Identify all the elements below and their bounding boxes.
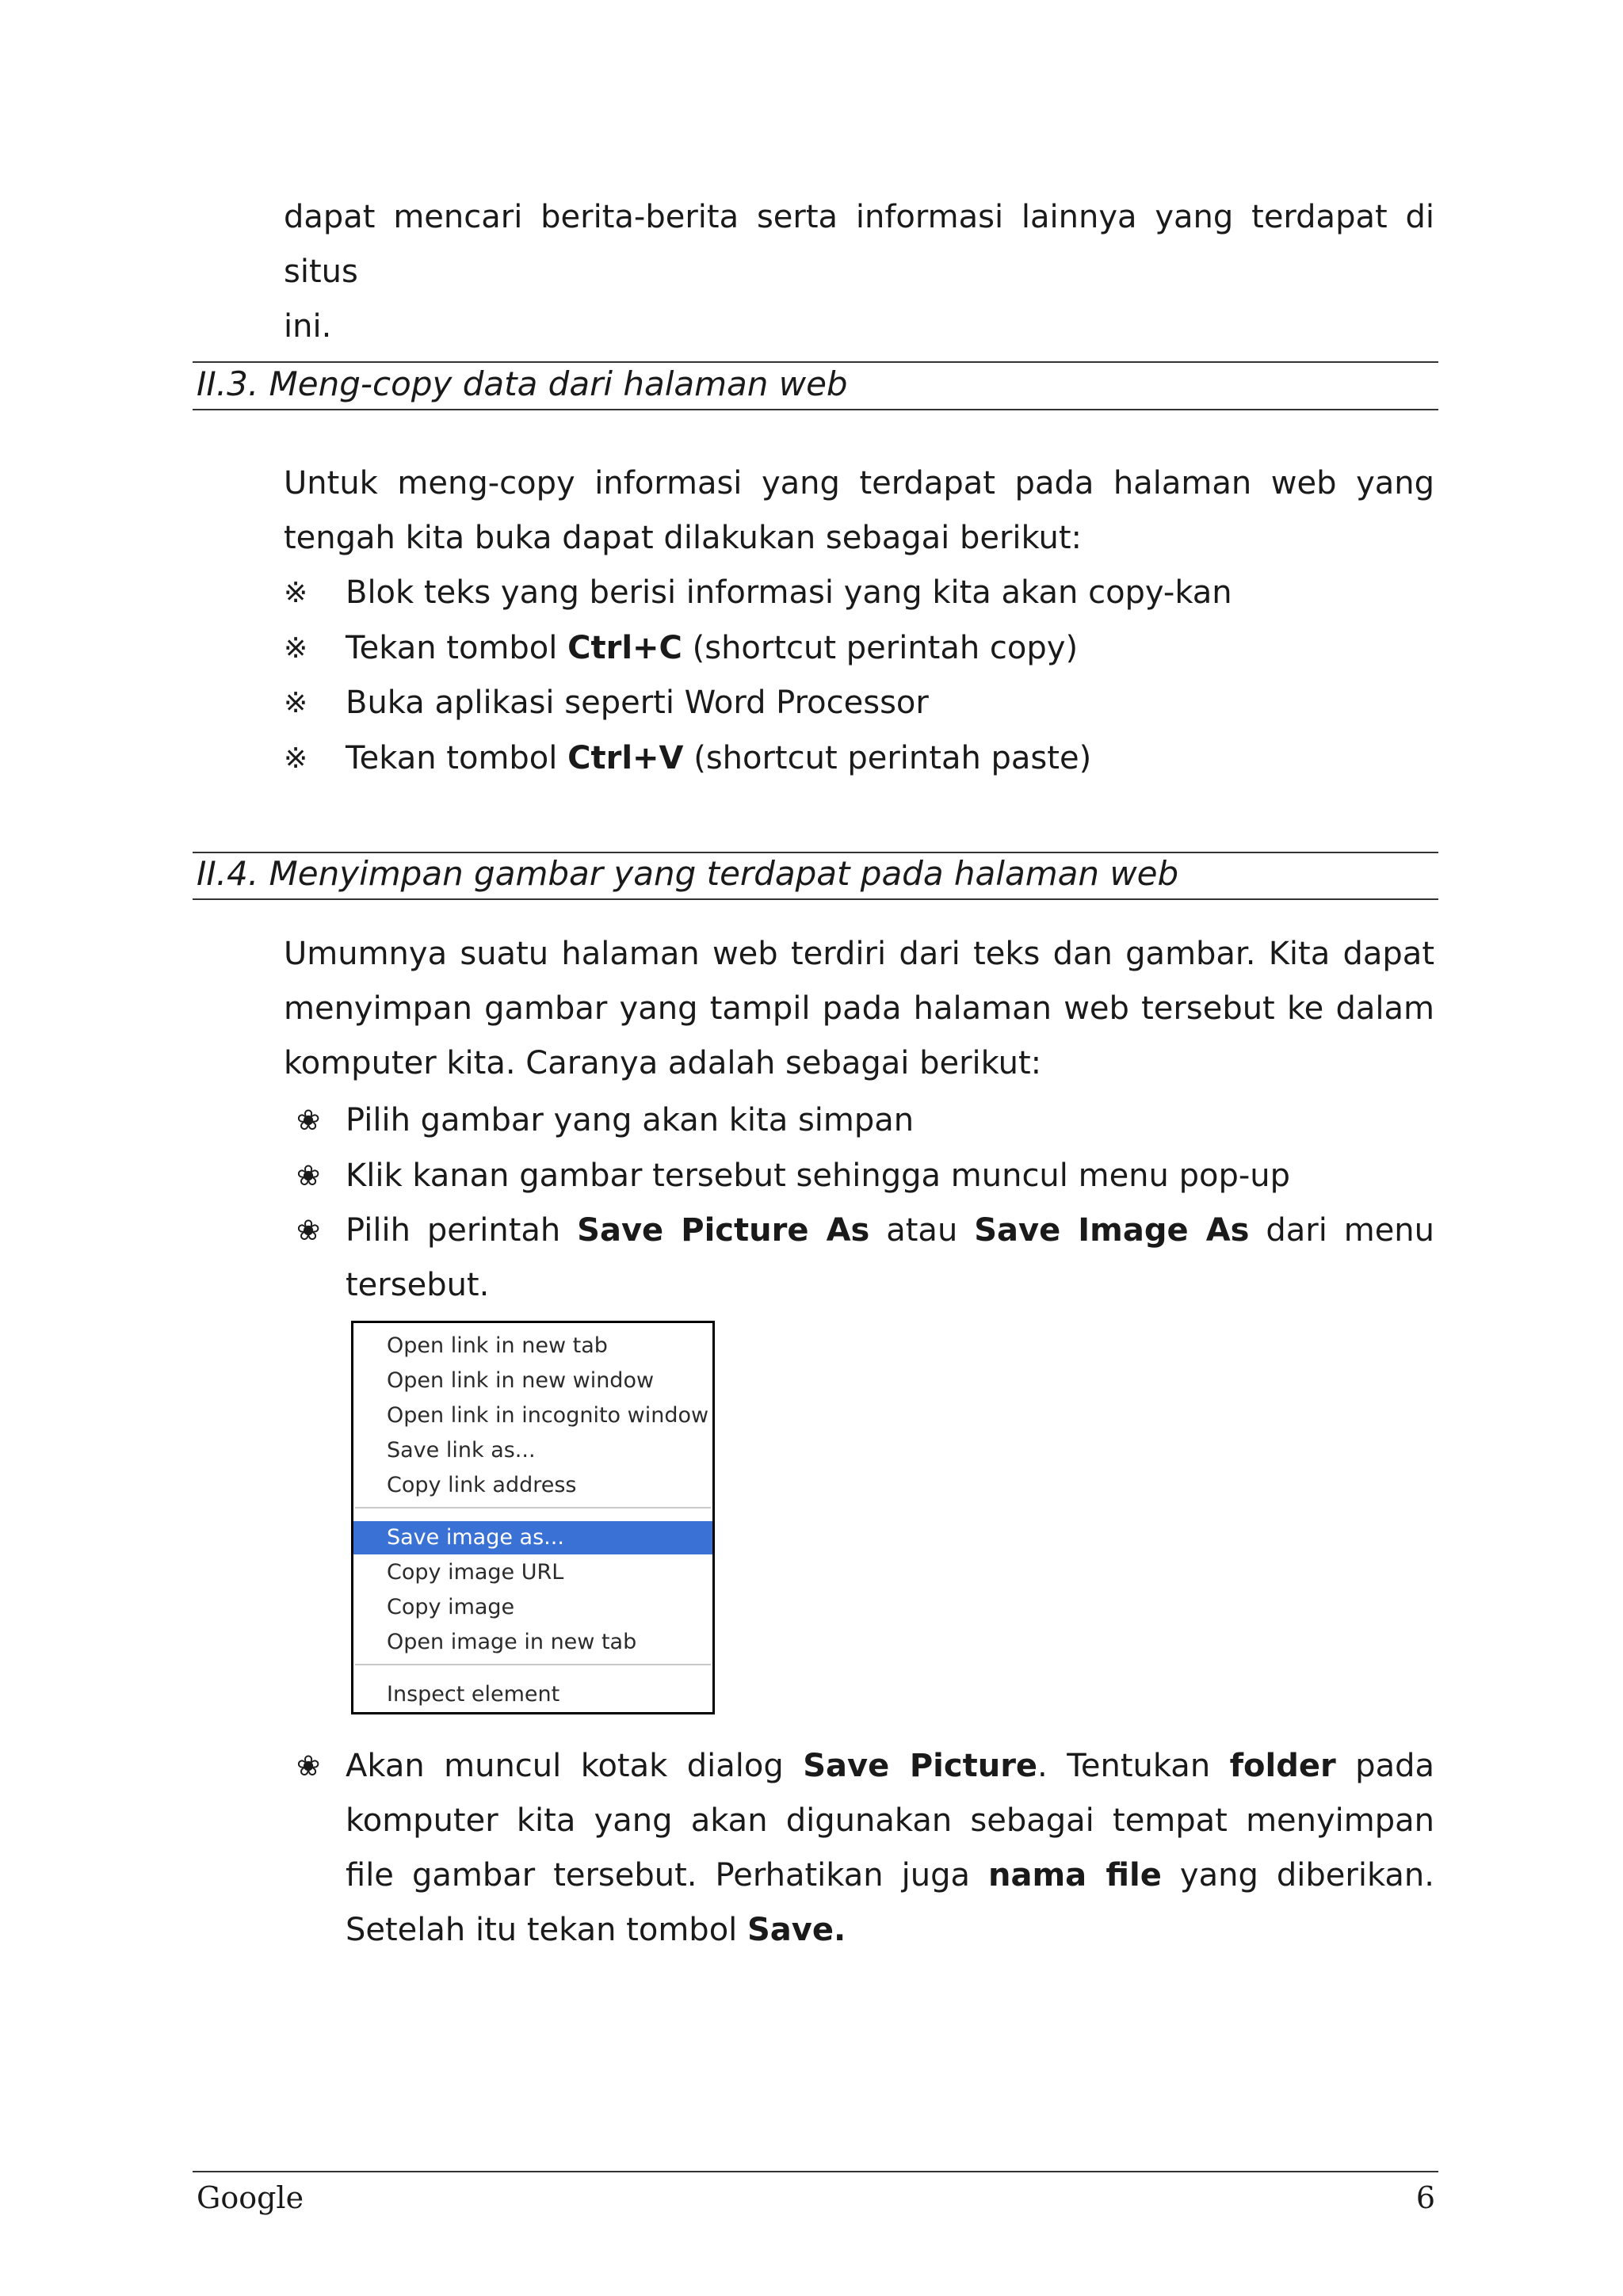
section-3-rule-bottom (193, 409, 1438, 410)
menu-item-open-link-incognito[interactable]: Open link in incognito window (387, 1403, 709, 1428)
section-4-heading: II.4. Menyimpan gambar yang terdapat pada halaman web (197, 854, 1179, 893)
menu-item-copy-image-url[interactable]: Copy image URL (387, 1560, 564, 1585)
list-item (284, 1093, 1434, 1148)
flourish-icon: ❀ (296, 1750, 321, 1783)
menu-item-copy-image[interactable]: Copy image (387, 1595, 515, 1619)
menu-item-open-image-new-tab[interactable]: Open image in new tab (387, 1630, 637, 1654)
bullet-text: Pilih perintah Save Picture As atau Save Image As dari menu tersebut. (346, 1212, 1435, 1303)
menu-separator (355, 1664, 711, 1665)
reference-mark-icon: ※ (284, 742, 308, 775)
section-3-text: Untuk meng-copy informasi yang terdapat pada halaman web yang tengah kita buka dapat dilakukan sebagai berikut: (284, 465, 1434, 556)
menu-item-save-link-as[interactable]: Save link as... (387, 1438, 536, 1463)
section-4-text: Umumnya suatu halaman web terdiri dari teks dan gambar. Kita dapat menyimpan gambar yang tampil pada halaman web tersebut ke dalam komputer kita. Caranya adalah sebagai berikut: (284, 936, 1434, 1081)
save-image-as-label: Save Image As (974, 1212, 1250, 1249)
list-item (284, 566, 1434, 620)
list-item (284, 1739, 1434, 1961)
flourish-icon: ❀ (296, 1215, 321, 1247)
bullet-text: Tekan tombol Ctrl+C (shortcut perintah copy) (346, 630, 1079, 666)
section-3-rule-top (193, 361, 1438, 363)
save-picture-as-label: Save Picture As (577, 1212, 870, 1249)
context-menu (351, 1321, 715, 1714)
list-item (284, 731, 1434, 786)
shortcut-copy: Ctrl+C (567, 630, 682, 666)
save-picture-label: Save Picture (803, 1748, 1038, 1784)
section-3-paragraph (284, 456, 1434, 566)
list-item (284, 676, 1434, 730)
menu-separator (355, 1507, 711, 1508)
save-label: Save. (747, 1912, 846, 1948)
list-item (284, 1203, 1434, 1314)
menu-item-copy-link-address[interactable]: Copy link address (387, 1473, 577, 1497)
bullet-text: Pilih gambar yang akan kita simpan (346, 1102, 915, 1138)
section-4-rule-top (193, 852, 1438, 853)
menu-item-save-image-as[interactable]: Save image as... (353, 1521, 712, 1554)
section-4-paragraph (284, 927, 1434, 1091)
menu-item-open-link-new-tab[interactable]: Open link in new tab (387, 1333, 608, 1358)
bullet-text: Tekan tombol Ctrl+V (shortcut perintah paste) (346, 740, 1092, 776)
flourish-icon: ❀ (296, 1104, 321, 1137)
flourish-icon: ❀ (296, 1160, 321, 1192)
section-3-heading: II.3. Meng-copy data dari halaman web (197, 364, 848, 403)
reference-mark-icon: ※ (284, 577, 308, 609)
bullet-text: Klik kanan gambar tersebut sehingga muncul menu pop-up (346, 1158, 1291, 1194)
bullet-text: Buka aplikasi seperti Word Processor (346, 685, 929, 721)
intro-paragraph (284, 190, 1434, 354)
footer-title: Google (197, 2180, 304, 2215)
bullet-text: Blok teks yang berisi informasi yang kita akan copy-kan (346, 574, 1232, 611)
menu-item-inspect-element[interactable]: Inspect element (387, 1682, 560, 1707)
folder-label: folder (1229, 1748, 1336, 1784)
page-number: 6 (1415, 2180, 1435, 2215)
reference-mark-icon: ※ (284, 632, 308, 665)
intro-line-1: dapat mencari berita-berita serta informasi lainnya yang terdapat di situs (284, 199, 1434, 290)
list-item (284, 1149, 1434, 1203)
list-item (284, 621, 1434, 676)
menu-item-open-link-new-window[interactable]: Open link in new window (387, 1368, 655, 1393)
section-4-rule-bottom (193, 898, 1438, 900)
footer-rule (193, 2171, 1438, 2172)
file-name-label: nama file (988, 1857, 1162, 1894)
intro-line-2: ini. (284, 308, 332, 345)
bullet-text: Akan muncul kotak dialog Save Picture. Tentukan folder pada komputer kita yang akan digunakan sebagai tempat menyimpan file gambar tersebut. Perhatikan juga nama file yang diberikan. Setelah itu tekan tombol Save. (346, 1748, 1434, 1948)
reference-mark-icon: ※ (284, 687, 308, 719)
shortcut-paste: Ctrl+V (567, 740, 684, 776)
